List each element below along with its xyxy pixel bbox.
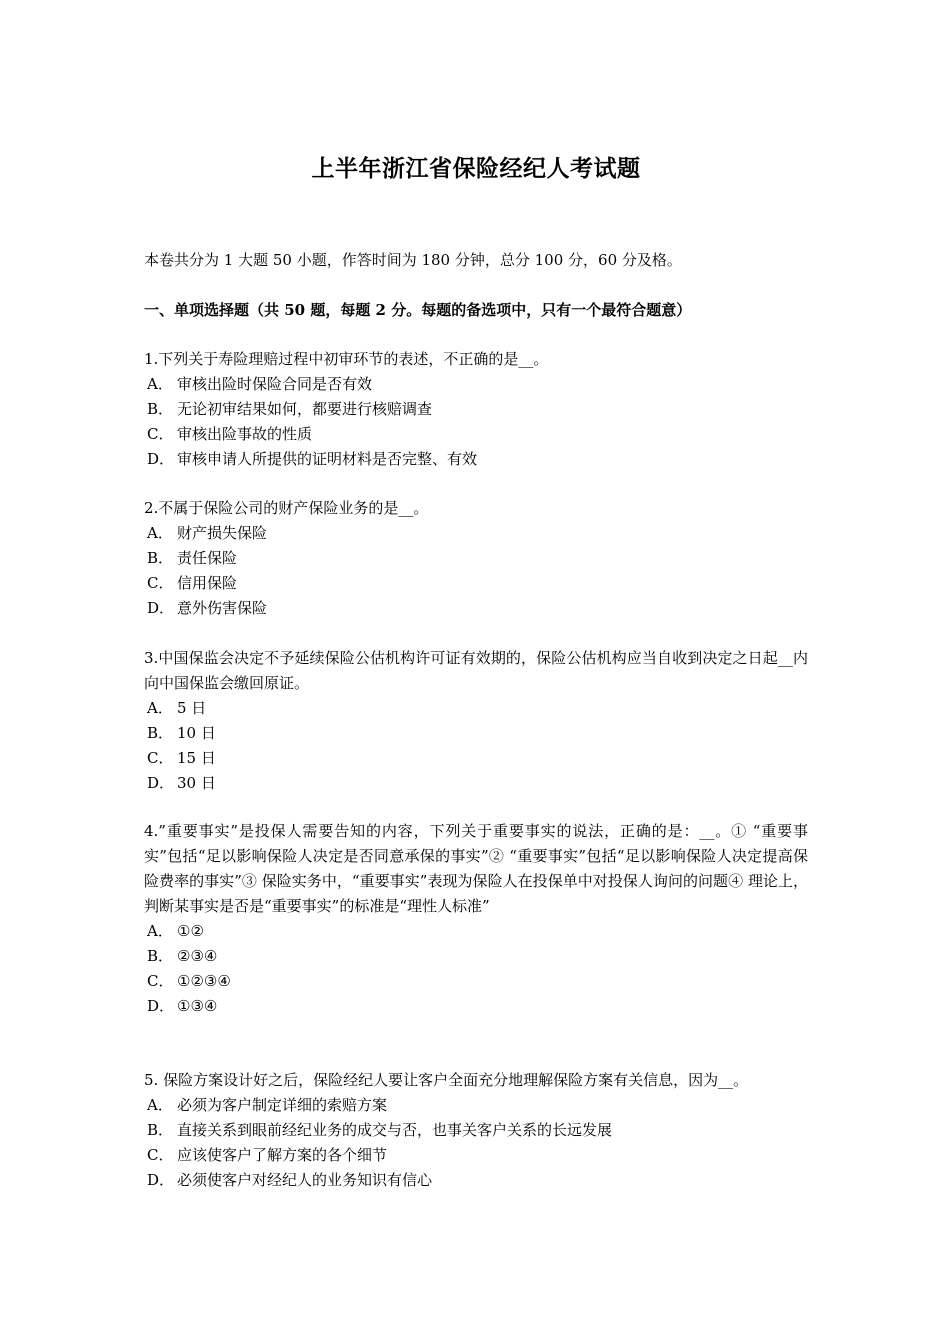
option-d [144,596,808,621]
option-a [144,521,808,546]
option-c [144,422,808,447]
question-2 [144,496,808,621]
question-3 [144,646,808,796]
question-stem: 1.下列关于寿险理赔过程中初审环节的表述，不正确的是__。 [144,350,549,368]
option-c [144,969,808,994]
option-text: 30 日 [177,774,216,792]
option-d [144,1168,808,1193]
option-a [144,696,808,721]
option-text: 审核出险事故的性质 [177,425,313,443]
section-heading: 一、单项选择题（共 50 题，每题 2 分。每题的备选项中，只有一个最符合题意） [144,301,692,319]
option-text: ①③④ [177,997,218,1015]
exam-intro: 本卷共分为 1 大题 50 小题，作答时间为 180 分钟，总分 100 分，60 分及格。 [144,251,682,269]
option-text: 应该使客户了解方案的各个细节 [177,1146,388,1164]
option-text: ①② [177,922,204,940]
option-key: D． [147,599,175,617]
option-c [144,571,808,596]
option-text: 5 日 [177,699,207,717]
option-key: A． [147,524,173,542]
option-d [144,447,808,472]
option-text: 必须为客户制定详细的索赔方案 [177,1096,388,1114]
option-key: A． [147,699,173,717]
option-b [144,721,808,746]
question-stem: 4.”重要事实”是投保人需要告知的内容，下列关于重要事实的说法，正确的是：__。① “重要事实”包括“足以影响保险人决定是否同意承保的事实”② “重要事实”包括“足以影响保险人决定提高保险费率的事实”③ 保险实务中，“重要事实”表现为保险人在投保单中对投保人询问的问题④ 理论上，判断某事实是否是“重要事实”的标准是“理性人标准” [144,822,808,915]
option-b [144,397,808,422]
option-key: C． [147,972,174,990]
option-key: C． [147,574,174,592]
option-key: B． [147,947,174,965]
document-title: 上半年浙江省保险经纪人考试题 [311,155,641,182]
option-a [144,919,808,944]
option-key: D． [147,1171,175,1189]
option-key: C． [147,749,174,767]
option-text: ②③④ [177,947,218,965]
option-c [144,1143,808,1168]
option-a [144,1093,808,1118]
option-text: 15 日 [177,749,216,767]
option-d [144,771,808,796]
option-b [144,944,808,969]
option-text: 审核申请人所提供的证明材料是否完整、有效 [177,450,478,468]
option-text: 意外伤害保险 [177,599,268,617]
option-key: A． [147,375,173,393]
option-key: C． [147,1146,174,1164]
option-key: D． [147,774,175,792]
question-stem: 2.不属于保险公司的财产保险业务的是__。 [144,499,429,517]
option-text: 10 日 [177,724,216,742]
option-text: 财产损失保险 [177,524,268,542]
option-text: 审核出险时保险合同是否有效 [177,375,373,393]
option-b [144,546,808,571]
option-key: D． [147,997,175,1015]
option-b [144,1118,808,1143]
option-c [144,746,808,771]
option-key: A． [147,922,173,940]
option-text: 直接关系到眼前经纪业务的成交与否，也事关客户关系的长远发展 [177,1121,613,1139]
option-text: 无论初审结果如何，都要进行核赔调查 [177,400,433,418]
option-key: B． [147,400,174,418]
option-text: 信用保险 [177,574,238,592]
option-text: ①②③④ [177,972,231,990]
question-4 [144,819,808,1019]
option-d [144,994,808,1019]
question-stem: 5. 保险方案设计好之后，保险经纪人要让客户全面充分地理解保险方案有关信息，因为__。 [144,1071,749,1089]
option-key: C． [147,425,174,443]
option-text: 责任保险 [177,549,238,567]
question-stem: 3.中国保监会决定不予延续保险公估机构许可证有效期的，保险公估机构应当自收到决定之日起__内向中国保监会缴回原证。 [144,649,808,692]
option-key: B． [147,724,174,742]
option-text: 必须使客户对经纪人的业务知识有信心 [177,1171,433,1189]
option-a [144,372,808,397]
question-5 [144,1068,808,1193]
option-key: D． [147,450,175,468]
option-key: A． [147,1096,173,1114]
option-key: B． [147,549,174,567]
option-key: B． [147,1121,174,1139]
question-1 [144,347,808,472]
